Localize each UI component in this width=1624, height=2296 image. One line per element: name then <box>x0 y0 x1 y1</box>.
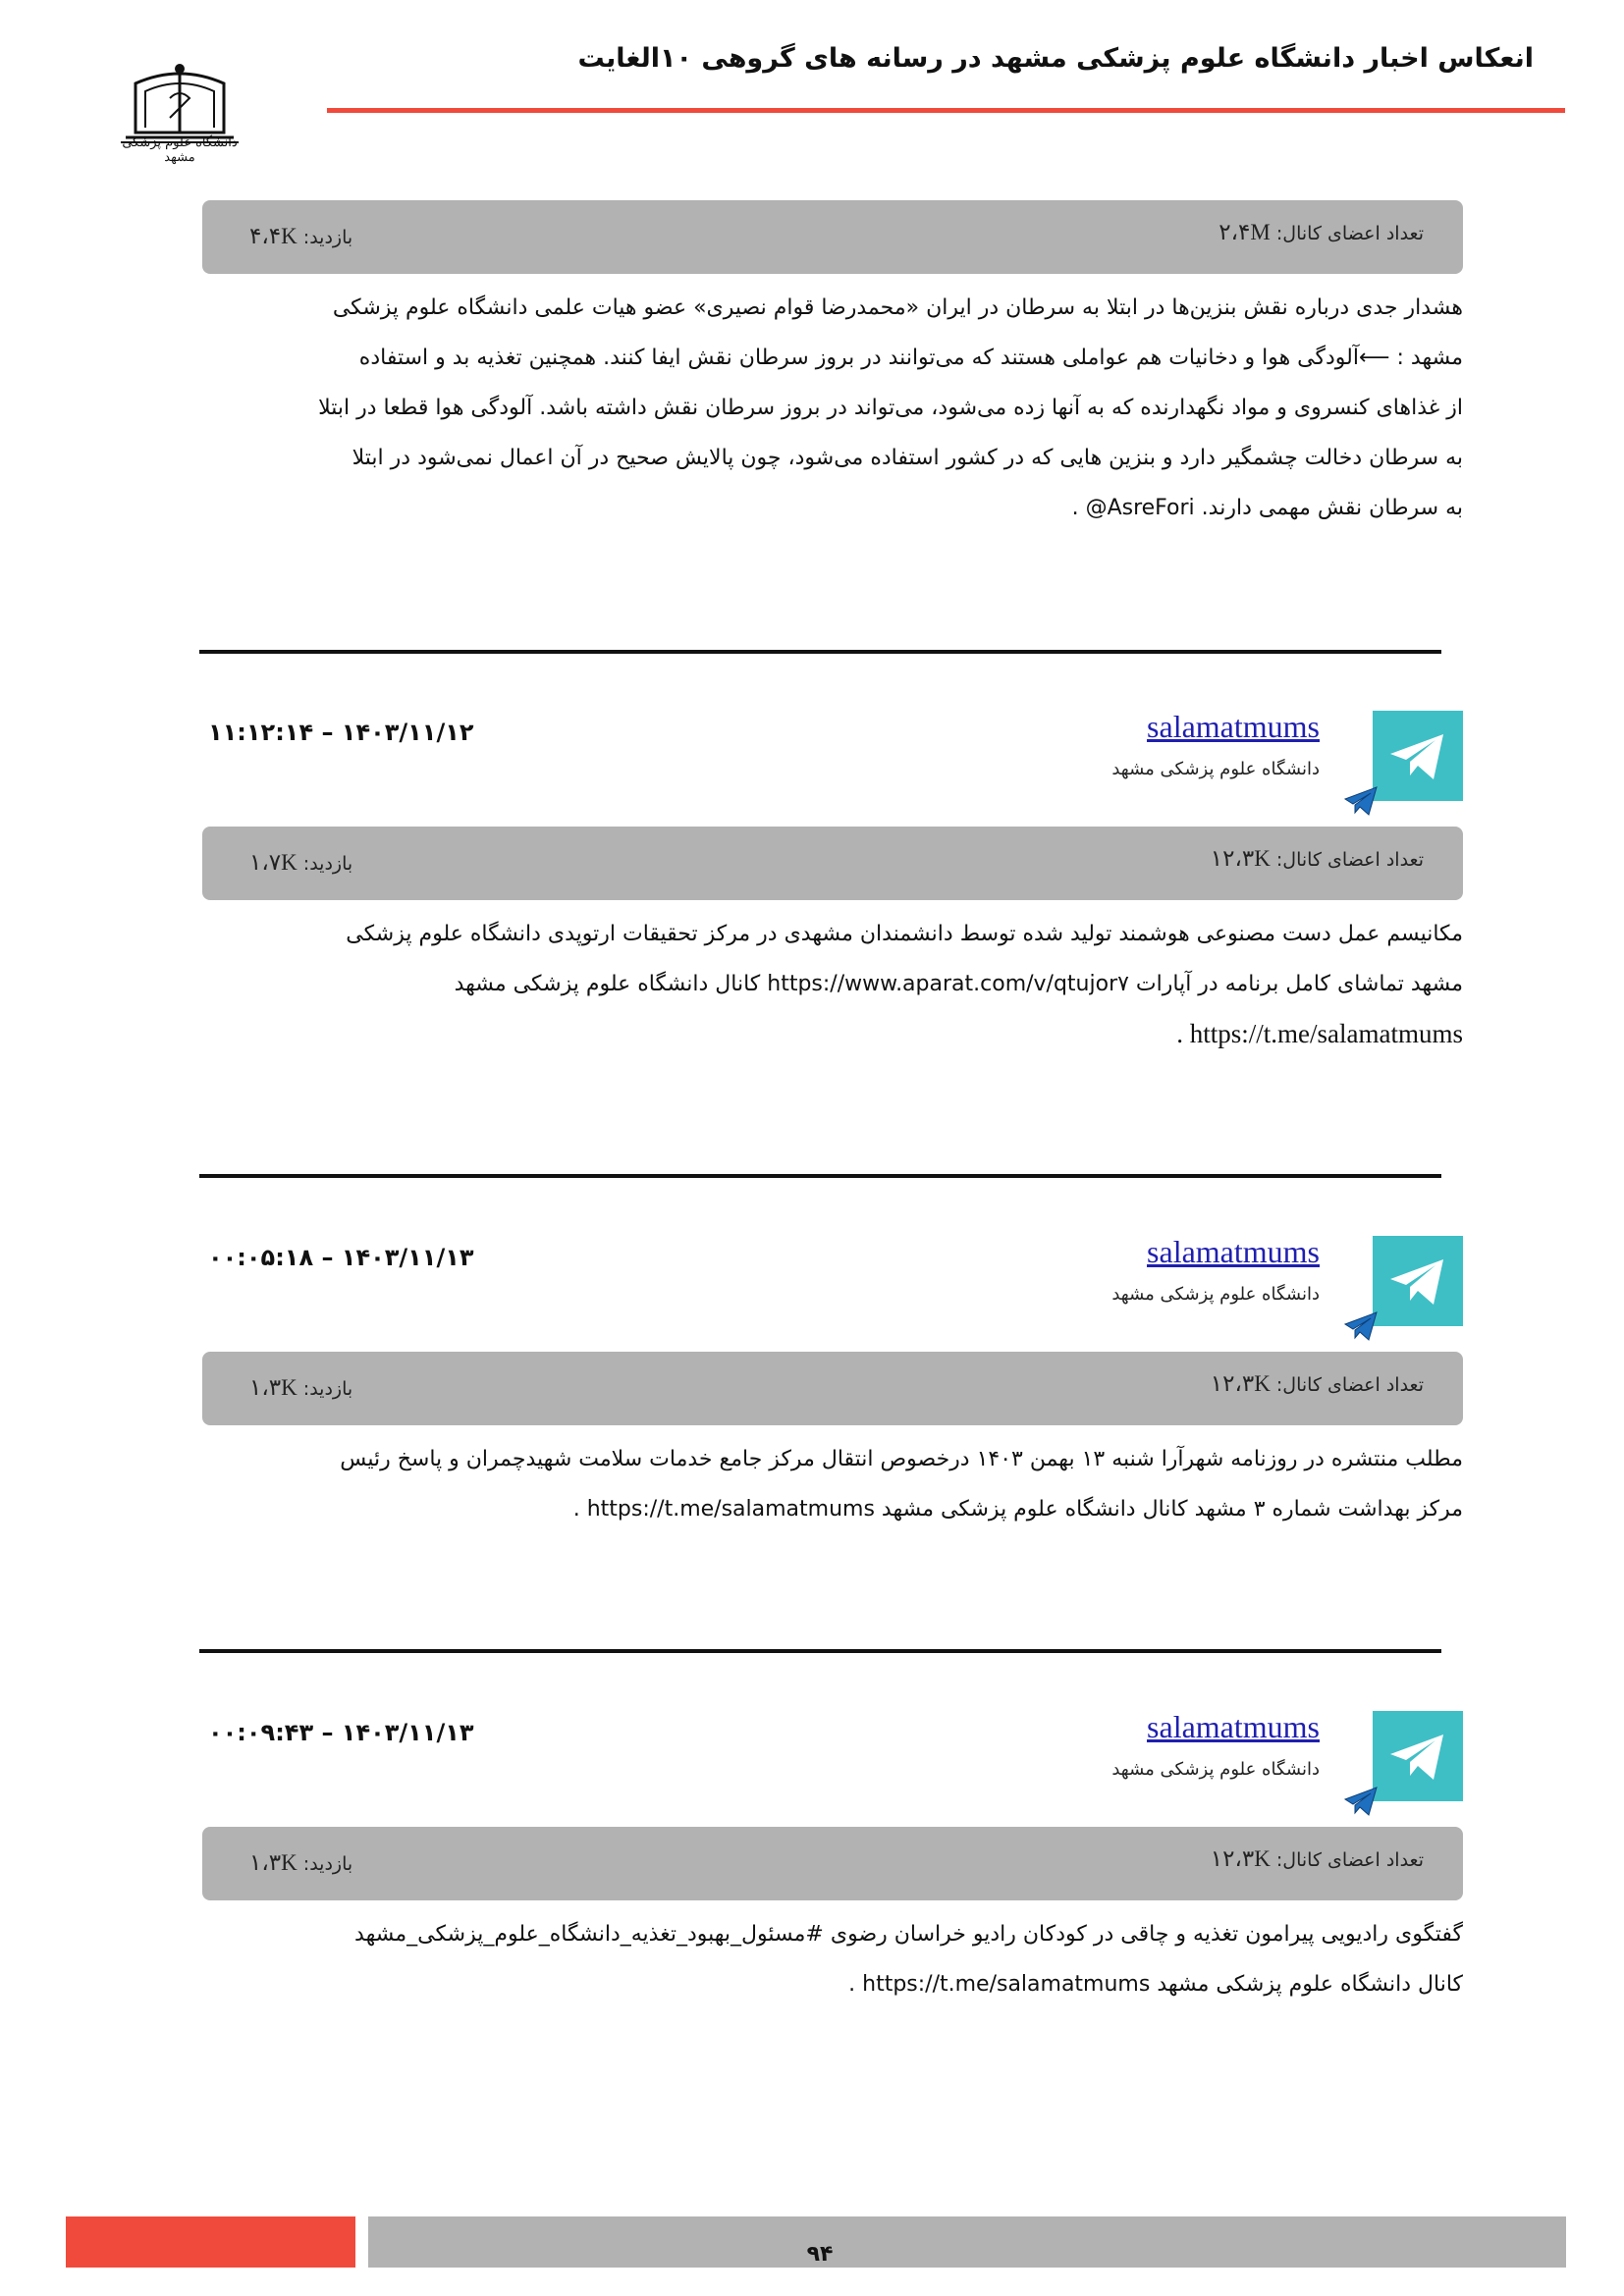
channel-members: تعداد اعضای کانال: ۱۲،۳K <box>1210 1846 1424 1871</box>
channel-link[interactable]: salamatmums <box>1147 1234 1320 1269</box>
logo-caption: دانشگاه علوم پزشکی مشهد <box>122 135 238 165</box>
telegram-icon[interactable] <box>1373 711 1463 801</box>
text-line: از غذاهای کنسروی و مواد نگهدارنده که به آنها زده می‌شود، می‌تواند در بروز سرطان نقش داشته باشد. آلودگی هوا قطعا در ابتلا <box>318 396 1463 420</box>
stats-bar <box>202 1352 1463 1425</box>
channel-description: دانشگاه علوم پزشکی مشهد <box>1111 759 1320 779</box>
post-text <box>202 283 1463 533</box>
channel-link[interactable]: salamatmums <box>1147 1709 1320 1744</box>
channel-description: دانشگاه علوم پزشکی مشهد <box>1111 1759 1320 1780</box>
post-text <box>202 1434 1463 1534</box>
telegram-icon <box>1343 1784 1379 1819</box>
text-line: مشهد : ⟵آلودگی هوا و دخانیات هم عواملی هستند که می‌توانند در بروز سرطان نقش ایفا کنند. همچنین تغذیه بد و استفاده <box>358 346 1463 370</box>
view-count: بازدید: ۱،۳K <box>249 1375 353 1400</box>
footer-accent-bar <box>66 2216 355 2268</box>
telegram-icon <box>1343 783 1379 819</box>
view-count: بازدید: ۱،۳K <box>249 1850 353 1875</box>
text-line: گفتگوی رادیویی پیرامون تغذیه و چاقی در کودکان رادیو خراسان رضوی #مسئول_بهبود_تغذیه_دانشگاه_علوم_پزشکی_مشهد <box>354 1922 1463 1947</box>
text-line[interactable]: https://t.me/salamatmums . <box>1176 1019 1463 1048</box>
page-title: انعکاس اخبار دانشگاه علوم پزشکی مشهد در رسانه های گروهی ۱۰الغایت <box>577 43 1534 74</box>
post-divider <box>199 1174 1441 1178</box>
text-line: کانال دانشگاه علوم پزشکی مشهد https://t.me/salamatmums . <box>848 1972 1463 1997</box>
telegram-icon <box>1343 1308 1379 1344</box>
text-line: هشدار جدی درباره نقش بنزین‌ها در ابتلا به سرطان در ایران «محمدرضا قوام نصیری» عضو هیات علمی دانشگاه علوم پزشکی <box>332 295 1463 320</box>
channel-members: تعداد اعضای کانال: ۲،۴M <box>1218 220 1424 244</box>
channel-description: دانشگاه علوم پزشکی مشهد <box>1111 1284 1320 1305</box>
text-line: مشهد تماشای کامل برنامه در آپارات https://www.aparat.com/v/qtujor۷ کانال دانشگاه علوم پزشکی مشهد <box>454 972 1463 996</box>
channel-members: تعداد اعضای کانال: ۱۲،۳K <box>1210 1371 1424 1396</box>
post-date: ۰۰:۰۹:۴۳ – ۱۴۰۳/۱۱/۱۳ <box>208 1719 474 1746</box>
text-line: مرکز بهداشت شماره ۳ مشهد کانال دانشگاه علوم پزشکی مشهد https://t.me/salamatmums . <box>572 1497 1463 1522</box>
text-line: مکانیسم عمل دست مصنوعی هوشمند تولید شده توسط دانشمندان مشهدی در مرکز تحقیقات ارتوپدی دانشگاه علوم پزشکی <box>346 922 1463 946</box>
page-number: ۹۴ <box>806 2242 834 2267</box>
post-text <box>202 909 1463 1059</box>
text-line: به سرطان نقش مهمی دارند. AsreFori@ . <box>1071 496 1463 520</box>
stats-bar <box>202 1827 1463 1900</box>
view-count: بازدید: ۱،۷K <box>249 850 353 875</box>
post-date: ۱۱:۱۲:۱۴ – ۱۴۰۳/۱۱/۱۲ <box>208 719 474 746</box>
text-line: به سرطان دخالت چشمگیر دارد و بنزین هایی که در کشور استفاده می‌شود، چون پالایش صحیح در آن اعمال نمی‌شود در ابتلا <box>352 446 1463 470</box>
telegram-icon[interactable] <box>1373 1236 1463 1326</box>
channel-link[interactable]: salamatmums <box>1147 709 1320 744</box>
post-text <box>202 1909 1463 2009</box>
post-divider <box>199 1649 1441 1653</box>
telegram-icon[interactable] <box>1373 1711 1463 1801</box>
title-rule <box>327 108 1565 113</box>
text-line: مطلب منتشره در روزنامه شهرآرا شنبه ۱۳ بهمن ۱۴۰۳ درخصوص انتقال مرکز جامع خدمات سلامت شهیدچمران و پاسخ رئیس <box>340 1447 1463 1471</box>
stats-bar <box>202 827 1463 900</box>
post-date: ۰۰:۰۵:۱۸ – ۱۴۰۳/۱۱/۱۳ <box>208 1244 474 1271</box>
view-count: بازدید: ۴،۴K <box>249 224 353 248</box>
channel-members: تعداد اعضای کانال: ۱۲،۳K <box>1210 846 1424 871</box>
post-divider <box>199 650 1441 654</box>
stats-bar <box>202 200 1463 274</box>
